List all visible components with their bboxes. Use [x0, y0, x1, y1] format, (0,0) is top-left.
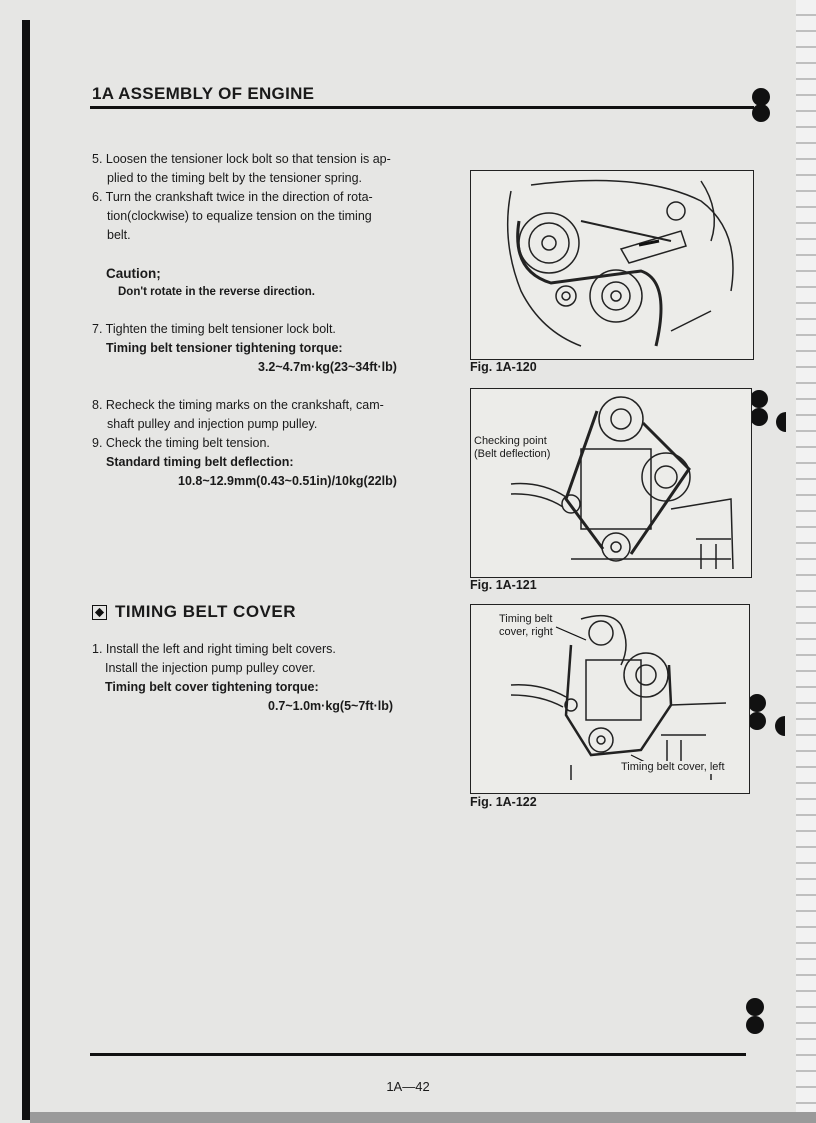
cover-step-1-line-2: Install the injection pump pulley cover. [105, 661, 316, 675]
step-6-line-1: 6. Turn the crankshaft twice in the direction of rota- [92, 190, 373, 204]
caution-title: Caution; [106, 266, 161, 281]
step-5-line-1: 5. Loosen the tensioner lock bolt so that tension is ap- [92, 152, 391, 166]
section-title: TIMING BELT COVER [115, 602, 297, 621]
step-7-spec-value: 3.2~4.7m·kg(23~34ft·lb) [258, 360, 397, 374]
binder-dot [750, 390, 768, 408]
figure-1a-122-caption: Fig. 1A-122 [470, 795, 537, 809]
figure-1a-121-caption: Fig. 1A-121 [470, 578, 537, 592]
binder-dot [748, 712, 766, 730]
page-bottom-edge [30, 1112, 816, 1123]
footer-rule [90, 1053, 746, 1056]
binder-dot [752, 104, 770, 122]
page-title: 1A ASSEMBLY OF ENGINE [92, 84, 315, 103]
section-heading [92, 602, 296, 622]
step-6-line-2: tion(clockwise) to equalize tension on the timing [107, 209, 372, 223]
step-7-line-1: 7. Tighten the timing belt tensioner lock bolt. [92, 322, 336, 336]
belt-deflection-illustration [471, 389, 751, 577]
figure-1a-122 [470, 604, 750, 794]
cover-right-label-2: cover, right [499, 626, 553, 638]
figure-1a-120 [470, 170, 754, 360]
binder-half-dot [775, 716, 785, 736]
page-stack-edge [796, 0, 816, 1123]
cover-left-label: Timing belt cover, left [621, 761, 725, 773]
cover-step-1-line-1: 1. Install the left and right timing belt covers. [92, 642, 336, 656]
step-8-line-2: shaft pulley and injection pump pulley. [107, 417, 318, 431]
binding-bar [22, 20, 30, 1120]
cover-step-1-spec-value: 0.7~1.0m·kg(5~7ft·lb) [268, 699, 394, 713]
binder-dot [750, 408, 768, 426]
step-9-spec-value: 10.8~12.9mm(0.43~0.51in)/10kg(22lb) [178, 474, 397, 488]
cover-right-label-1: Timing belt [499, 613, 553, 625]
timing-belt-tensioner-illustration [471, 171, 753, 359]
step-8-line-1: 8. Recheck the timing marks on the crankshaft, cam- [92, 398, 384, 412]
diamond-box-icon [92, 605, 107, 620]
caution-text: Don't rotate in the reverse direction. [118, 286, 315, 298]
binder-dot [748, 694, 766, 712]
page-number: 1A—42 [386, 1079, 430, 1094]
step-5-line-2: plied to the timing belt by the tensioner spring. [107, 171, 363, 185]
binder-dot [746, 998, 764, 1016]
binder-half-dot [776, 412, 786, 432]
header-rule [90, 106, 754, 109]
figure-1a-120-caption: Fig. 1A-120 [470, 360, 537, 374]
cover-step-1-spec-label: Timing belt cover tightening torque: [105, 680, 319, 694]
belt-deflection-label: (Belt deflection) [474, 448, 551, 460]
binder-dot [746, 1016, 764, 1034]
step-9-spec-label: Standard timing belt deflection: [106, 455, 294, 469]
step-7-spec-label: Timing belt tensioner tightening torque: [106, 341, 343, 355]
step-9-line-1: 9. Check the timing belt tension. [92, 436, 270, 450]
figure-1a-121 [470, 388, 752, 578]
checking-point-label: Checking point [474, 435, 547, 447]
step-6-line-3: belt. [107, 228, 131, 242]
